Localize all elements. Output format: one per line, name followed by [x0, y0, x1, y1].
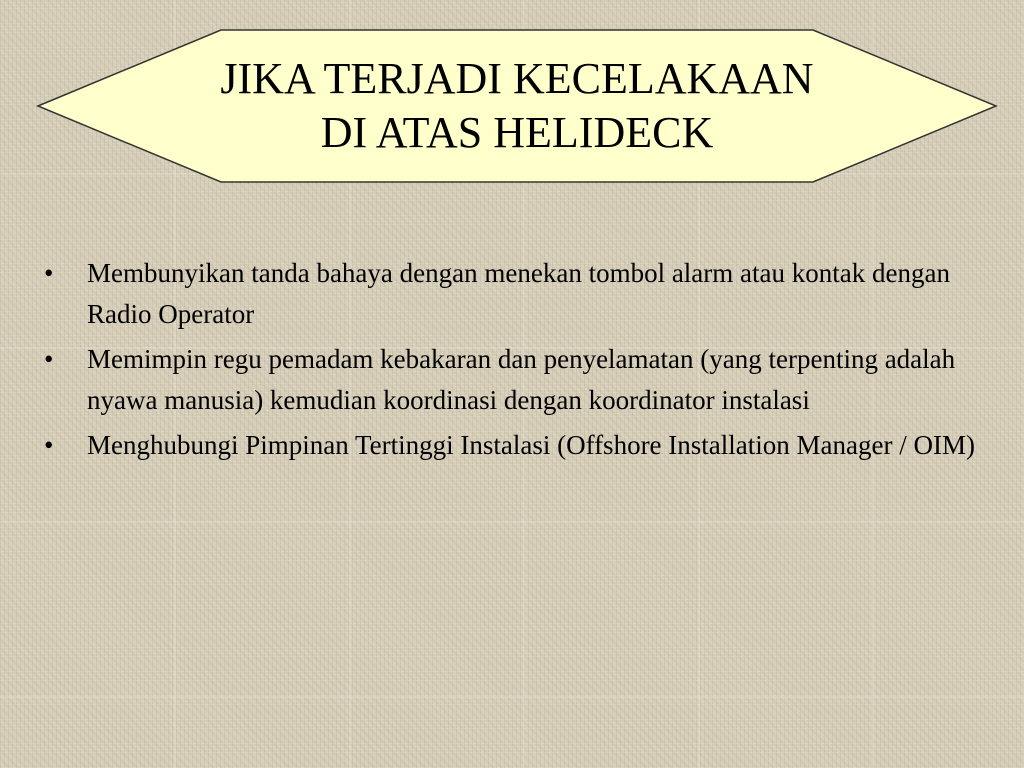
bullet-item — [44, 425, 994, 466]
bullet-list — [44, 253, 994, 470]
bullet-item — [44, 339, 994, 421]
bullet-dot-icon: • — [44, 430, 54, 460]
title-line-2: DI ATAS HELIDECK — [320, 108, 714, 157]
bullet-text: Memimpin regu pemadam kebakaran dan penyelamatan (yang terpenting adalah nyawa manusia) kemudian koordinasi dengan koordinator instalasi — [87, 344, 956, 415]
bullet-text: Membunyikan tanda bahaya dengan menekan tombol alarm atau kontak dengan Radio Operator — [87, 258, 950, 329]
bullet-dot-icon: • — [44, 344, 54, 374]
slide-title — [120, 52, 914, 160]
bullet-dot-icon: • — [44, 258, 54, 288]
bullet-item — [44, 253, 994, 335]
title-line-1: JIKA TERJADI KECELAKAAN — [220, 54, 814, 103]
bullet-text: Menghubungi Pimpinan Tertinggi Instalasi (Offshore Installation Manager / OIM) — [87, 430, 975, 460]
